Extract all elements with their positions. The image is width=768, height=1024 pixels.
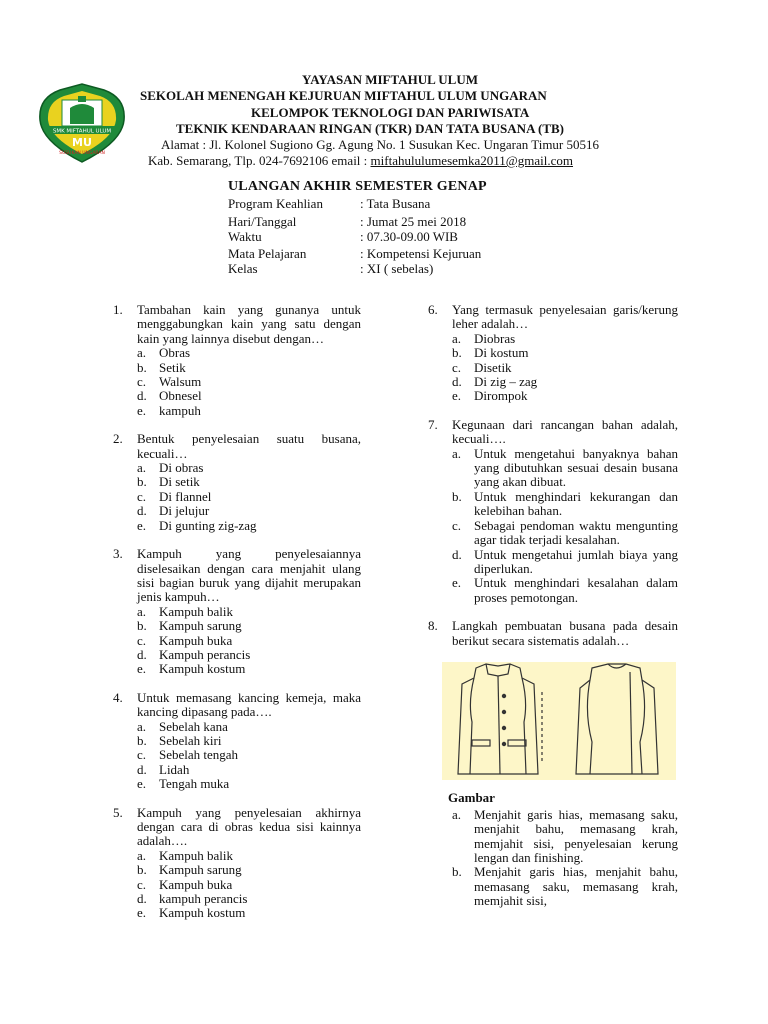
option[interactable]	[452, 361, 678, 375]
option[interactable]	[137, 777, 361, 791]
option-text: Obnesel	[159, 388, 202, 404]
option[interactable]	[452, 548, 678, 577]
option[interactable]	[137, 605, 361, 619]
exam-title: ULANGAN AKHIR SEMESTER GENAP	[228, 179, 487, 194]
option-letter: b.	[452, 864, 462, 880]
school-logo	[34, 80, 130, 166]
option-letter: d.	[137, 388, 147, 404]
option-text: Obras	[159, 345, 191, 361]
option[interactable]	[137, 389, 361, 403]
option-letter: e.	[452, 388, 462, 404]
question-text: Tambahan kain yang gunanya untuk menggabungkan kain yang satu dengan kain yang lainnya disebut dengan…	[137, 302, 361, 346]
option-text: Kampuh buka	[159, 632, 233, 648]
option-letter: b.	[452, 488, 462, 504]
option-letter: c.	[452, 517, 462, 533]
questions-left-column	[113, 303, 361, 935]
option[interactable]	[452, 576, 678, 605]
option-letter: a.	[137, 345, 147, 361]
info-row	[228, 196, 430, 212]
option-text: Kampuh kostum	[159, 661, 246, 677]
option-letter: e.	[452, 575, 462, 591]
option[interactable]	[137, 763, 361, 777]
question-text: Kampuh yang penyelesaiannya diselesaikan dengan cara menjahit ulang sisi bagian buruk yang dijahit merupakan jenis kampuh…	[137, 546, 361, 605]
option-letter: e.	[137, 905, 147, 921]
option-letter: a.	[137, 718, 147, 734]
option-letter: d.	[137, 503, 147, 519]
option[interactable]	[137, 878, 361, 892]
option-text: Kampuh kostum	[159, 905, 246, 921]
question-text: Langkah pembuatan busana pada desain berikut secara sistematis adalah…	[452, 618, 678, 648]
option[interactable]	[137, 361, 361, 375]
info-row	[228, 246, 481, 262]
question-number: 7.	[428, 416, 438, 432]
option-text: Di setik	[159, 474, 200, 490]
option[interactable]	[452, 332, 678, 346]
info-key: Mata Pelajaran	[228, 246, 307, 261]
option-letter: b.	[452, 345, 462, 361]
header-address: Alamat : Jl. Kolonel Sugiono Gg. Agung No. 1 Susukan Kec. Ungaran Timur 50516	[161, 137, 600, 152]
option[interactable]	[452, 346, 678, 360]
option[interactable]	[137, 849, 361, 863]
option-text: Untuk mengetahui banyaknya bahan yang dibutuhkan sesuai desain busana yang akan dibuat.	[474, 445, 678, 490]
option-text: Disetik	[474, 359, 512, 375]
option-text: Lidah	[159, 761, 190, 777]
option[interactable]	[137, 346, 361, 360]
header-programs: TEKNIK KENDARAAN RINGAN (TKR) DAN TATA BUSANA (TB)	[176, 121, 564, 136]
option-text: Kampuh balik	[159, 603, 234, 619]
option-text: Sebelah tengah	[159, 747, 239, 763]
option[interactable]	[452, 519, 678, 548]
option[interactable]	[137, 461, 361, 475]
option-text: Kampuh sarung	[159, 862, 242, 878]
option-text: Menjahit garis hias, menjahit bahu, memasang saku, memasang krah, memjahit sisi,	[474, 864, 678, 909]
option[interactable]	[137, 892, 361, 906]
option-text: Untuk menghindari kekurangan dan kelebihan bahan.	[474, 488, 678, 519]
logo-text: SMK MIFTAHUL ULUM	[52, 128, 112, 135]
option[interactable]	[137, 648, 361, 662]
option[interactable]	[452, 375, 678, 389]
figure-label: Gambar	[448, 790, 495, 806]
option[interactable]	[137, 619, 361, 633]
option[interactable]	[452, 447, 678, 490]
vest-design-figure	[442, 662, 676, 780]
info-row	[228, 261, 433, 277]
question-5	[113, 806, 361, 921]
option-letter: b.	[137, 732, 147, 748]
option-letter: a.	[137, 460, 147, 476]
option-text: Di flannel	[159, 488, 212, 504]
info-key: Waktu	[228, 229, 262, 244]
option-letter: b.	[137, 474, 147, 490]
option-text: Kampuh buka	[159, 876, 233, 892]
question-4	[113, 691, 361, 792]
header-email[interactable]: miftahululumesemka2011@gmail.com	[370, 153, 574, 168]
option-letter: d.	[137, 891, 147, 907]
info-value: : Jumat 25 mei 2018	[360, 214, 467, 229]
option-letter: e.	[137, 661, 147, 677]
option-letter: c.	[137, 747, 147, 763]
option-letter: a.	[137, 847, 147, 863]
option-letter: a.	[452, 445, 462, 461]
option[interactable]	[137, 504, 361, 518]
option-letter: a.	[137, 603, 147, 619]
question-number: 8.	[428, 618, 438, 634]
option[interactable]	[137, 404, 361, 418]
option[interactable]	[137, 519, 361, 533]
option-text: Tengah muka	[159, 776, 230, 792]
option-letter: c.	[137, 374, 147, 390]
questions-right-column	[428, 303, 678, 909]
header-school-name: SEKOLAH MENENGAH KEJURUAN MIFTAHUL ULUM UNGARAN	[140, 88, 547, 103]
option-text: Untuk menghindari kesalahan dalam proses pemotongan.	[474, 575, 678, 605]
question-number: 3.	[113, 546, 123, 562]
option[interactable]	[137, 490, 361, 504]
question-number: 4.	[113, 689, 123, 705]
option-letter: c.	[137, 876, 147, 892]
header-group: KELOMPOK TEKNOLOGI DAN PARIWISATA	[251, 105, 530, 120]
option-text: Di obras	[159, 460, 204, 476]
option[interactable]	[137, 748, 361, 762]
option[interactable]	[137, 634, 361, 648]
question-text: Kegunaan dari rancangan bahan adalah, kecuali….	[452, 416, 678, 447]
info-value: : Tata Busana	[360, 196, 431, 211]
question-6	[428, 303, 678, 404]
option-text: Dirompok	[474, 388, 528, 404]
option-text: Kampuh sarung	[159, 618, 242, 634]
option-letter: d.	[137, 761, 147, 777]
option-letter: c.	[452, 359, 462, 375]
option-text: Sebelah kiri	[159, 732, 222, 748]
info-value: : Kompetensi Kejuruan	[360, 246, 482, 261]
question-3	[113, 547, 361, 677]
question-text: Kampuh yang penyelesaian akhirnya dengan cara di obras kedua sisi kainnya adalah….	[137, 804, 361, 849]
option[interactable]	[137, 734, 361, 748]
question-7	[428, 418, 678, 605]
option-text: Sebelah kana	[159, 718, 228, 734]
header-contact	[148, 153, 573, 169]
logo-sub: SUSUKAN UNGARAN	[59, 151, 105, 156]
option-text: Kampuh perancis	[159, 646, 251, 662]
option-letter: d.	[137, 646, 147, 662]
option-text: Sebagai pendoman waktu mengunting agar tidak terjadi kesalahan.	[474, 517, 678, 548]
info-row	[228, 229, 458, 245]
question-number: 6.	[428, 302, 438, 317]
logo-mu: MU	[72, 136, 92, 149]
question-2	[113, 432, 361, 533]
option-letter: a.	[452, 806, 462, 822]
question-text: Yang termasuk penyelesaian garis/kerung leher adalah…	[452, 302, 678, 332]
header-contact-prefix: Kab. Semarang, Tlp. 024-7692106 email :	[148, 153, 371, 168]
info-value: : 07.30-09.00 WIB	[360, 229, 458, 244]
option-letter: b.	[137, 862, 147, 878]
option-text: Untuk mengetahui jumlah biaya yang diperlukan.	[474, 546, 678, 576]
option-text: Di jelujur	[159, 503, 210, 519]
option-letter: e.	[137, 517, 147, 533]
option-letter: b.	[137, 359, 147, 375]
info-row	[228, 214, 466, 230]
option-text: Diobras	[474, 330, 516, 346]
option-letter: d.	[452, 546, 462, 562]
option-text: Di kostum	[474, 345, 529, 361]
option-text: Di gunting zig-zag	[159, 517, 257, 533]
option-text: Walsum	[159, 374, 202, 390]
info-key: Kelas	[228, 261, 258, 276]
header-foundation: YAYASAN MIFTAHUL ULUM	[302, 72, 479, 87]
option-letter: b.	[137, 618, 147, 634]
option[interactable]	[452, 808, 678, 866]
option[interactable]	[137, 662, 361, 676]
option-letter: e.	[137, 402, 147, 418]
question-number: 2.	[113, 431, 123, 447]
option[interactable]	[137, 475, 361, 489]
question-text: Bentuk penyelesaian suatu busana, kecuali…	[137, 431, 361, 461]
question-1	[113, 303, 361, 418]
option[interactable]	[137, 720, 361, 734]
option-letter: c.	[137, 488, 147, 504]
option[interactable]	[137, 906, 361, 920]
info-key: Hari/Tanggal	[228, 214, 297, 229]
option[interactable]	[452, 490, 678, 519]
info-value: : XI ( sebelas)	[360, 261, 434, 276]
question-number: 5.	[113, 804, 123, 820]
option-text: Di zig – zag	[474, 374, 538, 390]
option-letter: d.	[452, 374, 462, 390]
question-number: 1.	[113, 302, 123, 317]
option-text: Setik	[159, 359, 186, 375]
option-text: Kampuh balik	[159, 847, 234, 863]
option-letter: c.	[137, 632, 147, 648]
option-letter: a.	[452, 330, 462, 346]
question-8	[428, 619, 678, 648]
option[interactable]	[137, 863, 361, 877]
option-letter: e.	[137, 776, 147, 792]
option[interactable]	[137, 375, 361, 389]
option[interactable]	[452, 389, 678, 403]
option-text: kampuh	[159, 402, 201, 418]
question-text: Untuk memasang kancing kemeja, maka kancing dipasang pada….	[137, 689, 361, 720]
option-text: Menjahit garis hias, memasang saku, menjahit bahu, memasang krah, memjahit sisi, penyelesaian kerung lengan dan finishing.	[474, 806, 678, 865]
option-text: kampuh perancis	[159, 891, 248, 907]
option[interactable]	[452, 865, 678, 908]
info-key: Program Keahlian	[228, 196, 323, 211]
question-8-options	[428, 808, 678, 909]
